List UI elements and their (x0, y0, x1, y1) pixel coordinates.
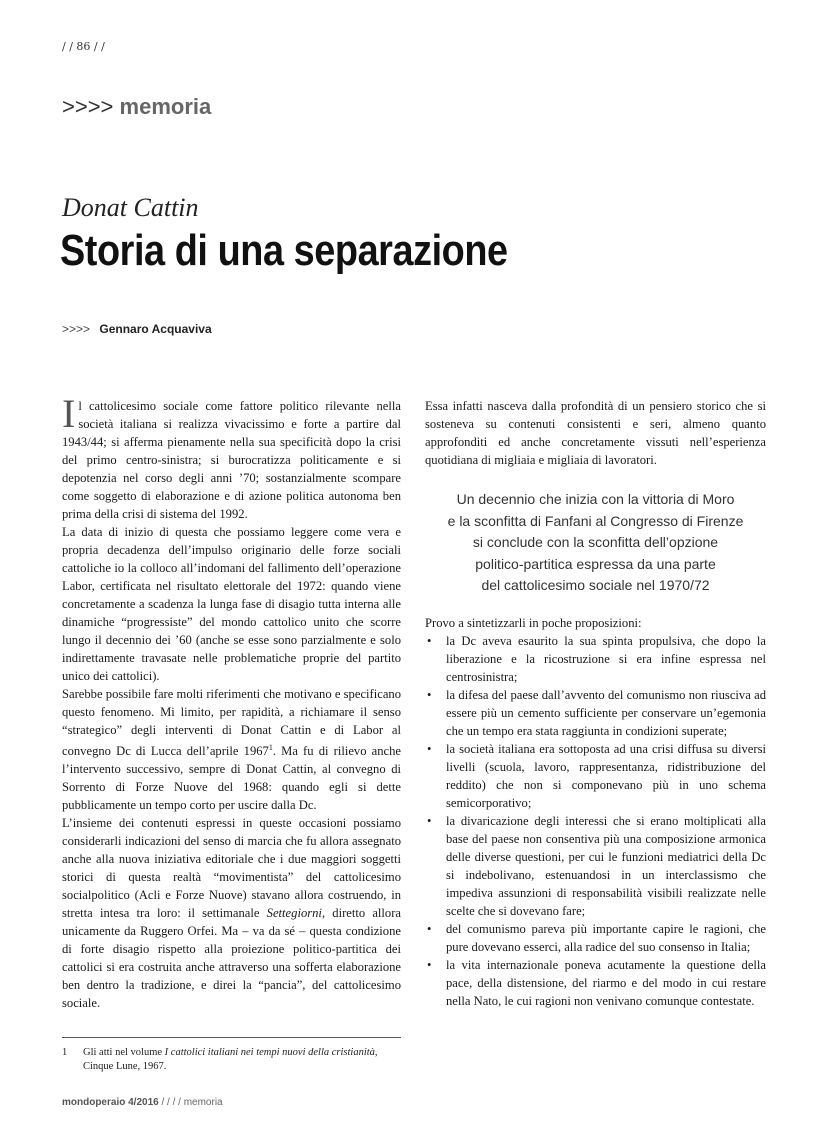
section-name: memoria (119, 94, 212, 119)
section-heading (62, 94, 211, 120)
paragraph: Essa infatti nasceva dalla profondità di un pensiero storico che si sosteneva su contenuti consistenti e seri, almeno quanto approfonditi ed anche concretamente vissuti nell’esperienza quotidiana di migliaia e migliaia di lavoratori. (425, 399, 766, 467)
footnote (62, 1046, 401, 1074)
footnote-ref: 1 (268, 743, 273, 752)
list-item (425, 920, 766, 956)
bullet-icon: • (427, 634, 432, 648)
pull-quote-line: politico-partitica espressa da una parte (475, 555, 716, 572)
byline-arrows: >>>> (62, 322, 91, 336)
bullet-icon: • (427, 814, 432, 828)
paragraph: La data di inizio di questa che possiamo leggere come vera e propria decadenza dell’impulso originario delle forze sociali cattoliche io la colloco all’indomani del fallimento dell’operazione Labor, certificata nel risultato elettorale del 1972: quando viene concretamente a scadenza la lunga fase di disagio tutta interna alle dinamiche “progressiste” del mondo cattolico unito che scorre lungo il decennio dei ’60 (anche se esse sono parzialmente e solo indirettamente travasate nelle problematiche proprie del partito unico dei cattolici). (62, 525, 401, 683)
book-title: I cattolici italiani nei tempi nuovi della cristianità (164, 1047, 375, 1058)
footnote-text-part: , Cinque Lune, 1967. (83, 1047, 378, 1072)
list-item-text: la divaricazione degli interessi che si erano moltiplicati alla base del paese non consentiva più una composizione armonica delle diverse questioni, per cui le funzioni mediatrici della Dc si indebolivano, estenuandosi in un interclassismo che impediva assunzioni di responsabilità visibili realizzate nelle scelte che si dovevano fare; (446, 814, 766, 918)
list-intro: Provo a sintetizzarli in poche proposizioni: (425, 616, 642, 630)
article-kicker: Donat Cattin (62, 193, 199, 222)
article-title: Storia di una separazione (60, 226, 508, 275)
paragraph (62, 391, 401, 523)
footnote-text-part: Gli atti nel volume (83, 1047, 165, 1058)
footer-section: / / / / memoria (158, 1097, 223, 1108)
bullet-icon: • (427, 922, 432, 936)
paragraph (62, 685, 401, 814)
bullet-icon: • (427, 688, 432, 702)
list-item-text: la società italiana era sottoposta ad una crisi diffusa su diversi livelli (scuola, lavoro, rappresentanza, ridistribuzione del reddito) che non si componevano più in uno schema semicorporativo; (446, 742, 766, 810)
list-item (425, 956, 766, 1010)
left-column (62, 391, 401, 1012)
list-item (425, 632, 766, 686)
pull-quote (425, 489, 766, 597)
footnote-number: 1 (62, 1047, 68, 1058)
paragraph-text: , diretto allora unicamente da Ruggero Orfei. Ma – va da sé – questa condizione di forte disagio rispetto alla proiezione politico-partitica dei cattolici si era costruita anche attraverso una sofferta elaborazione ben dentro la tradizione, e direi la “pancia”, del cattolicesimo sociale. (62, 906, 401, 1011)
paragraph-text: L’insieme dei contenuti espressi in queste occasioni possiamo considerarli indicazioni del senso di marcia che fu allora assegnato anche alla nuova iniziativa editoriale che i due maggiori soggetti storici di questa realtà “movimentista” del cattolicesimo socialpolitico (Acli e Forze Nuove) stavano allora costruendo, in stretta intesa tra loro: il settimanale (62, 816, 401, 921)
paragraph-text: . Ma fu di rilievo anche l’intervento successivo, sempre di Donat Cattin, al convegno di Sorrento di Forze Nuove del 1968: quando egli si dette pubblicamente un tempo corto per uscire dalla Dc. (62, 744, 401, 813)
section-arrows: >>>> (62, 94, 114, 119)
page-number: / / 86 / / (62, 40, 105, 53)
paragraph (62, 814, 401, 1012)
list-item (425, 812, 766, 920)
bullet-icon: • (427, 958, 432, 972)
list-item-text: del comunismo pareva più importante capire le ragioni, che pure dovevano esserci, alla radice del suo consenso in Italia; (446, 922, 766, 954)
paragraph-text: l cattolicesimo sociale come fattore politico rilevante nella società italiana si realizza vivacissimo e forte a partire dal 1943/44; si afferma pienamente nella sua specificità dopo la crisi del primo centro-sinistra; si burocratizza politicamente e si depotenzia nel corso degli anni ’70; sostanzialmente scompare come soggetto di elaborazione e di azione politica autonoma ben prima della crisi di sistema del 1992. (62, 399, 401, 521)
byline (62, 322, 212, 336)
page-footer (62, 1097, 223, 1108)
pull-quote-line: si conclude con la sconfitta dell’opzione (472, 534, 719, 550)
author-name: Gennaro Acquaviva (99, 322, 212, 336)
magazine-issue: mondoperaio 4/2016 (62, 1097, 159, 1108)
drop-cap: I (62, 391, 76, 436)
pull-quote-line: del cattolicesimo sociale nel 1970/72 (481, 577, 710, 593)
pull-quote-line: Un decennio che inizia con la vittoria di Moro (456, 491, 735, 507)
pull-quote-line: e la sconfitta di Fanfani al Congresso di Firenze (447, 512, 744, 529)
list-item-text: la vita internazionale poneva acutamente la questione della pace, della distensione, del riarmo e del modo in cui restare nella Nato, le cui ragioni non venivano comunque contestate. (446, 958, 766, 1008)
list-item-text: la Dc aveva esaurito la sua spinta propulsiva, che dopo la liberazione e la ricostruzione si era infine espressa nel centrosinistra; (446, 634, 766, 684)
bullet-list (425, 632, 766, 1010)
paragraph-text: Sarebbe possibile fare molti riferimenti che motivano e specificano questo fenomeno. Mi limito, per rapidità, a richiamare il senso “strategico” degli interventi di Donat Cattin e di Labor al convegno Dc di Lucca dell’aprile 1967 (62, 687, 401, 759)
list-item (425, 686, 766, 740)
right-column-intro (425, 397, 766, 469)
bullet-icon: • (427, 742, 432, 756)
footnote-divider (62, 1037, 401, 1038)
list-item-text: la difesa del paese dall’avvento del comunismo non riusciva ad essere più un cemento sufficiente per conservare un’egemonia che un tempo era stata raggiunta in condizioni superate; (446, 688, 766, 738)
list-item (425, 740, 766, 812)
right-column-list (425, 614, 766, 1010)
magazine-title: Settegiorni (266, 906, 322, 921)
footnote-text (83, 1046, 401, 1074)
